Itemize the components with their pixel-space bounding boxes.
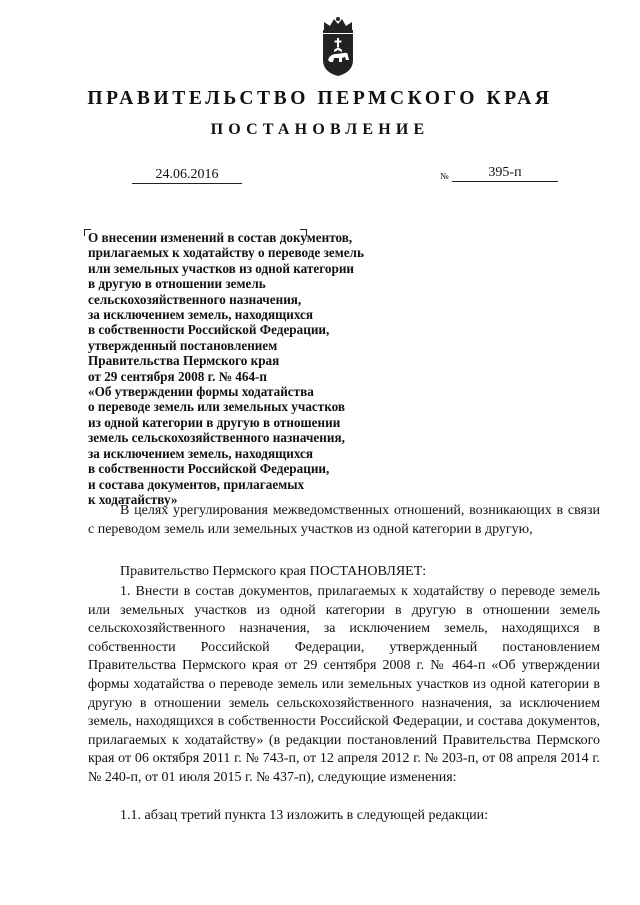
number-label: № <box>440 171 449 181</box>
title-line: из одной категории в другую в отношении <box>88 414 341 430</box>
title-line: или земельных участков из одной категории <box>88 260 355 276</box>
title-line: сельскохозяйственного назначения, <box>88 291 302 307</box>
title-line: за исключением земель, находящихся <box>88 445 314 461</box>
document-title <box>88 230 418 507</box>
title-line: от 29 сентября 2008 г. № 464-п <box>88 368 268 384</box>
title-line: утвержденный постановлением <box>88 337 278 353</box>
title-line: в собственности Российской Федерации, <box>88 461 330 477</box>
document-number: 395-п <box>452 164 558 182</box>
title-line: земель сельскохозяйственного назначения, <box>88 430 345 446</box>
clause-1-paragraph: 1. Внести в состав документов, прилагаемых к ходатайству о переводе земель или земельных участков из одной категории в другую в отношении земель сельскохозяйственного назначения, за исключением земель, находящихся в собственности Российской Федерации, утвержденный постановлением Правительства Пермского края от 29 сентября 2008 г. № 464-п «Об утверждении формы ходатайства о переводе земель или земельных участков из одной категории в другую в отношении земель сельскохозяйственного назначения, за исключением земель, находящихся в собственности Российской Федерации, и состава документов, прилагаемых к ходатайству» (в редакции постановлений Правительства Пермского края от 06 октября 2011 г. № 743-п, от 12 апреля 2012 г. № 203-п, от 08 апреля 2014 г. № 240-п, от 01 июля 2015 г. № 437-п), следующие изменения: <box>88 584 600 785</box>
title-line: Правительства Пермского края <box>88 353 280 369</box>
resolution-paragraph: Правительство Пермского края ПОСТАНОВЛЯЕТ: <box>120 564 427 579</box>
organization-title: ПРАВИТЕЛЬСТВО ПЕРМСКОГО КРАЯ <box>87 88 553 109</box>
preamble-paragraph: В целях урегулирования межведомственных отношений, возникающих в связи с переводом земель или земельных участков из одной категории в другую, <box>88 503 600 537</box>
title-line: в собственности Российской Федерации, <box>88 322 330 338</box>
title-line: и состава документов, прилагаемых <box>88 476 305 492</box>
document-type: ПОСТАНОВЛЕНИЕ <box>210 121 430 138</box>
clause-1-1-paragraph: 1.1. абзац третий пункта 13 изложить в следующей редакции: <box>120 808 489 823</box>
perm-krai-coat-of-arms-icon <box>316 16 360 78</box>
title-line: О внесении изменений в состав документов, <box>88 230 353 245</box>
title-line: «Об утверждении формы ходатайства <box>88 384 314 400</box>
title-line: к ходатайству» <box>88 491 178 507</box>
title-line: в другую в отношении земель <box>88 276 266 292</box>
document-date: 24.06.2016 <box>132 167 242 184</box>
title-line: прилагаемых к ходатайству о переводе земель <box>88 245 364 261</box>
title-line: за исключением земель, находящихся <box>88 307 314 323</box>
title-line: о переводе земель или земельных участков <box>88 399 346 415</box>
